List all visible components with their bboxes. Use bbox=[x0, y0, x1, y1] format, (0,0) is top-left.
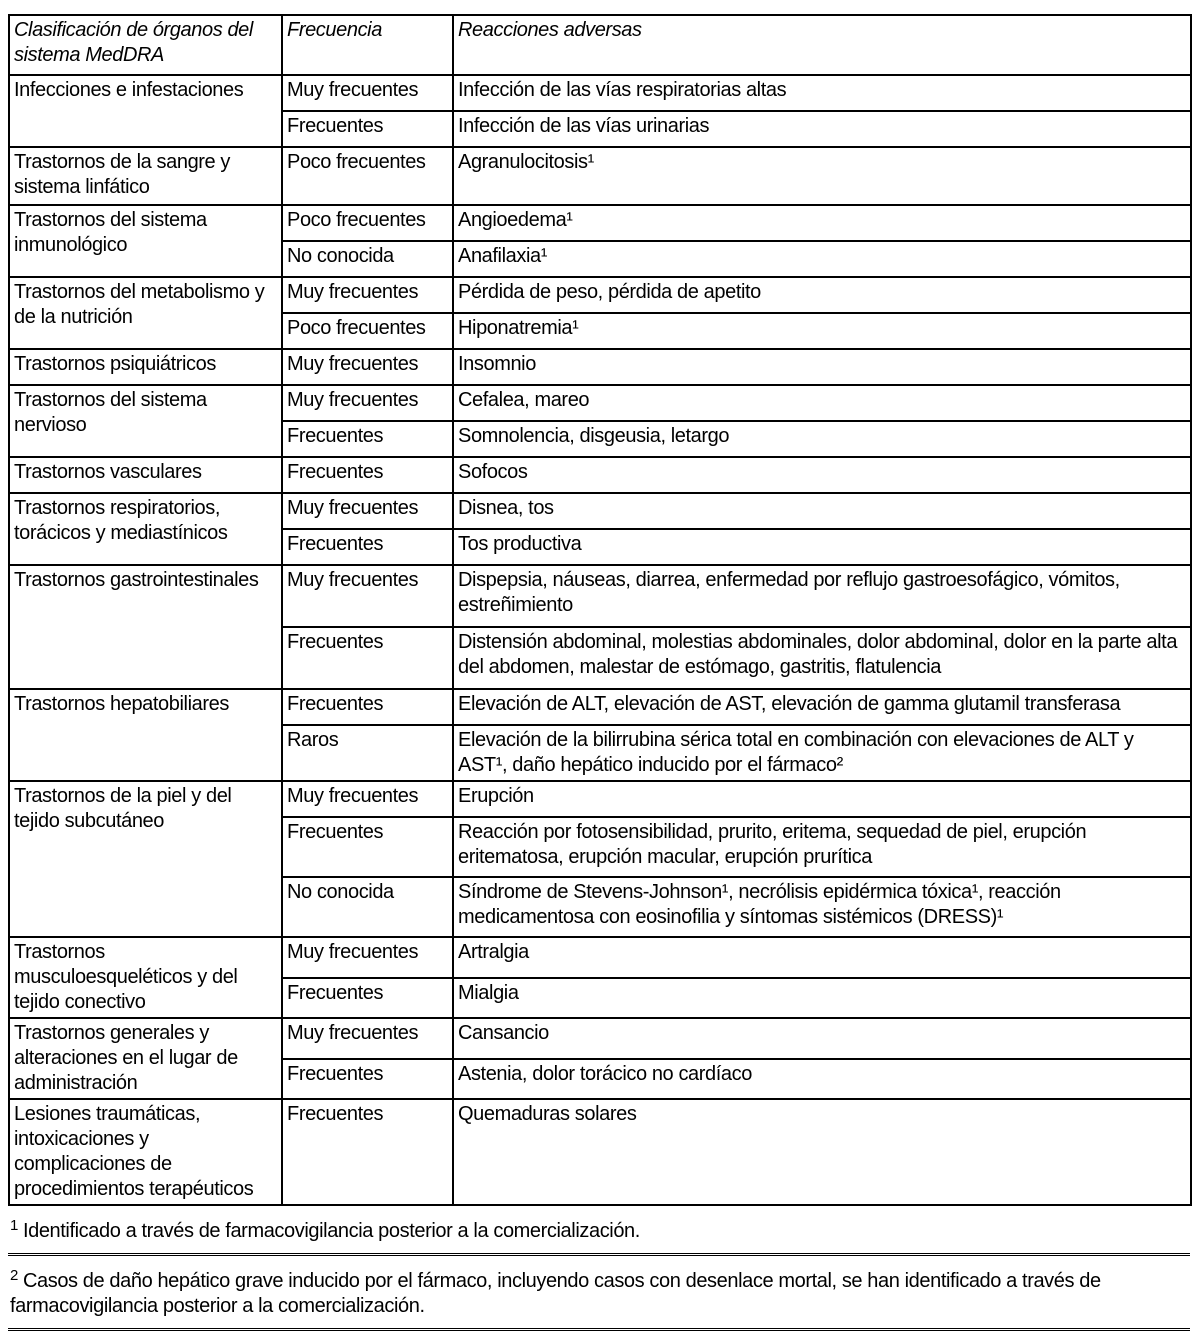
table-row bbox=[9, 493, 1191, 529]
frequency-cell: Frecuentes bbox=[282, 457, 453, 493]
column-header-organ-class: Clasificación de órganos del sistema MedDRA bbox=[9, 15, 282, 75]
frequency-cell: Muy frecuentes bbox=[282, 75, 453, 111]
organ-cell: Trastornos generales y alteraciones en el lugar de administración bbox=[9, 1018, 282, 1099]
table-row bbox=[9, 349, 1191, 385]
organ-cell: Trastornos psiquiátricos bbox=[9, 349, 282, 385]
table-row bbox=[9, 1099, 1191, 1205]
frequency-cell: Poco frecuentes bbox=[282, 147, 453, 205]
reaction-cell: Hiponatremia¹ bbox=[453, 313, 1191, 349]
reaction-cell: Quemaduras solares bbox=[453, 1099, 1191, 1205]
frequency-cell: Frecuentes bbox=[282, 1059, 453, 1100]
frequency-cell: Muy frecuentes bbox=[282, 781, 453, 817]
frequency-cell: Poco frecuentes bbox=[282, 313, 453, 349]
table-row bbox=[9, 385, 1191, 421]
column-header-reactions: Reacciones adversas bbox=[453, 15, 1191, 75]
reaction-cell: Tos productiva bbox=[453, 529, 1191, 565]
table-row bbox=[9, 75, 1191, 111]
reaction-cell: Angioedema¹ bbox=[453, 205, 1191, 241]
reaction-cell: Dispepsia, náuseas, diarrea, enfermedad por reflujo gastroesofágico, vómitos, estreñimiento bbox=[453, 565, 1191, 627]
frequency-cell: Frecuentes bbox=[282, 817, 453, 877]
reaction-cell: Reacción por fotosensibilidad, prurito, eritema, sequedad de piel, erupción eritematosa, erupción macular, erupción prurítica bbox=[453, 817, 1191, 877]
reaction-cell: Somnolencia, disgeusia, letargo bbox=[453, 421, 1191, 457]
frequency-cell: Frecuentes bbox=[282, 689, 453, 725]
footnote-1-marker: 1 bbox=[10, 1217, 18, 1234]
organ-cell: Trastornos respiratorios, torácicos y mediastínicos bbox=[9, 493, 282, 565]
frequency-cell: Muy frecuentes bbox=[282, 277, 453, 313]
table-row bbox=[9, 689, 1191, 725]
footnote-2-marker: 2 bbox=[10, 1267, 18, 1284]
frequency-cell: Frecuentes bbox=[282, 421, 453, 457]
reaction-cell: Pérdida de peso, pérdida de apetito bbox=[453, 277, 1191, 313]
organ-cell: Trastornos del sistema inmunológico bbox=[9, 205, 282, 277]
organ-cell: Lesiones traumáticas, intoxicaciones y complicaciones de procedimientos terapéuticos bbox=[9, 1099, 282, 1205]
frequency-cell: Muy frecuentes bbox=[282, 349, 453, 385]
organ-cell: Trastornos gastrointestinales bbox=[9, 565, 282, 689]
reaction-cell: Cefalea, mareo bbox=[453, 385, 1191, 421]
footnote-1-text: Identificado a través de farmacovigilancia posterior a la comercialización. bbox=[22, 1220, 640, 1242]
footnote-2 bbox=[10, 1263, 1190, 1319]
organ-cell: Trastornos del metabolismo y de la nutrición bbox=[9, 277, 282, 349]
frequency-cell: Muy frecuentes bbox=[282, 1018, 453, 1059]
table-row bbox=[9, 147, 1191, 205]
reaction-cell: Anafilaxia¹ bbox=[453, 241, 1191, 277]
table-row bbox=[9, 937, 1191, 978]
footnotes bbox=[8, 1213, 1190, 1331]
reaction-cell: Distensión abdominal, molestias abdominales, dolor abdominal, dolor en la parte alta del abdomen, malestar de estómago, gastritis, flatulencia bbox=[453, 627, 1191, 689]
footnote-divider bbox=[8, 1253, 1190, 1256]
reaction-cell: Agranulocitosis¹ bbox=[453, 147, 1191, 205]
frequency-cell: No conocida bbox=[282, 877, 453, 937]
footnote-2-text: Casos de daño hepático grave inducido por el fármaco, incluyendo casos con desenlace mortal, se han identificado a través de farmacovigilancia posterior a la comercialización. bbox=[10, 1270, 1101, 1317]
footnote-1 bbox=[10, 1213, 1190, 1244]
table-row bbox=[9, 277, 1191, 313]
frequency-cell: Frecuentes bbox=[282, 978, 453, 1019]
frequency-cell: Frecuentes bbox=[282, 529, 453, 565]
organ-cell: Trastornos hepatobiliares bbox=[9, 689, 282, 781]
frequency-cell: Frecuentes bbox=[282, 627, 453, 689]
reaction-cell: Cansancio bbox=[453, 1018, 1191, 1059]
reaction-cell: Artralgia bbox=[453, 937, 1191, 978]
frequency-cell: Muy frecuentes bbox=[282, 937, 453, 978]
frequency-cell: Poco frecuentes bbox=[282, 205, 453, 241]
organ-cell: Trastornos de la sangre y sistema linfático bbox=[9, 147, 282, 205]
reaction-cell: Sofocos bbox=[453, 457, 1191, 493]
reaction-cell: Infección de las vías respiratorias altas bbox=[453, 75, 1191, 111]
reaction-cell: Mialgia bbox=[453, 978, 1191, 1019]
organ-cell: Trastornos musculoesqueléticos y del tejido conectivo bbox=[9, 937, 282, 1018]
reaction-cell: Elevación de ALT, elevación de AST, elevación de gamma glutamil transferasa bbox=[453, 689, 1191, 725]
reaction-cell: Insomnio bbox=[453, 349, 1191, 385]
table-row bbox=[9, 457, 1191, 493]
frequency-cell: Muy frecuentes bbox=[282, 565, 453, 627]
table-row bbox=[9, 1018, 1191, 1059]
frequency-cell: Muy frecuentes bbox=[282, 385, 453, 421]
adverse-reactions-table bbox=[8, 14, 1192, 1206]
organ-cell: Trastornos de la piel y del tejido subcutáneo bbox=[9, 781, 282, 937]
reaction-cell: Disnea, tos bbox=[453, 493, 1191, 529]
reaction-cell: Erupción bbox=[453, 781, 1191, 817]
table-row bbox=[9, 205, 1191, 241]
reaction-cell: Astenia, dolor torácico no cardíaco bbox=[453, 1059, 1191, 1100]
frequency-cell: Muy frecuentes bbox=[282, 493, 453, 529]
organ-cell: Trastornos del sistema nervioso bbox=[9, 385, 282, 457]
organ-cell: Infecciones e infestaciones bbox=[9, 75, 282, 147]
reaction-cell: Elevación de la bilirrubina sérica total en combinación con elevaciones de ALT y AST¹, daño hepático inducido por el fármaco² bbox=[453, 725, 1191, 781]
table-row bbox=[9, 781, 1191, 817]
reaction-cell: Infección de las vías urinarias bbox=[453, 111, 1191, 147]
organ-cell: Trastornos vasculares bbox=[9, 457, 282, 493]
table-row bbox=[9, 565, 1191, 627]
frequency-cell: No conocida bbox=[282, 241, 453, 277]
frequency-cell: Frecuentes bbox=[282, 1099, 453, 1205]
table-header-row bbox=[9, 15, 1191, 75]
frequency-cell: Raros bbox=[282, 725, 453, 781]
column-header-frequency: Frecuencia bbox=[282, 15, 453, 75]
frequency-cell: Frecuentes bbox=[282, 111, 453, 147]
reaction-cell: Síndrome de Stevens-Johnson¹, necrólisis epidérmica tóxica¹, reacción medicamentosa con eosinofilia y síntomas sistémicos (DRESS)¹ bbox=[453, 877, 1191, 937]
